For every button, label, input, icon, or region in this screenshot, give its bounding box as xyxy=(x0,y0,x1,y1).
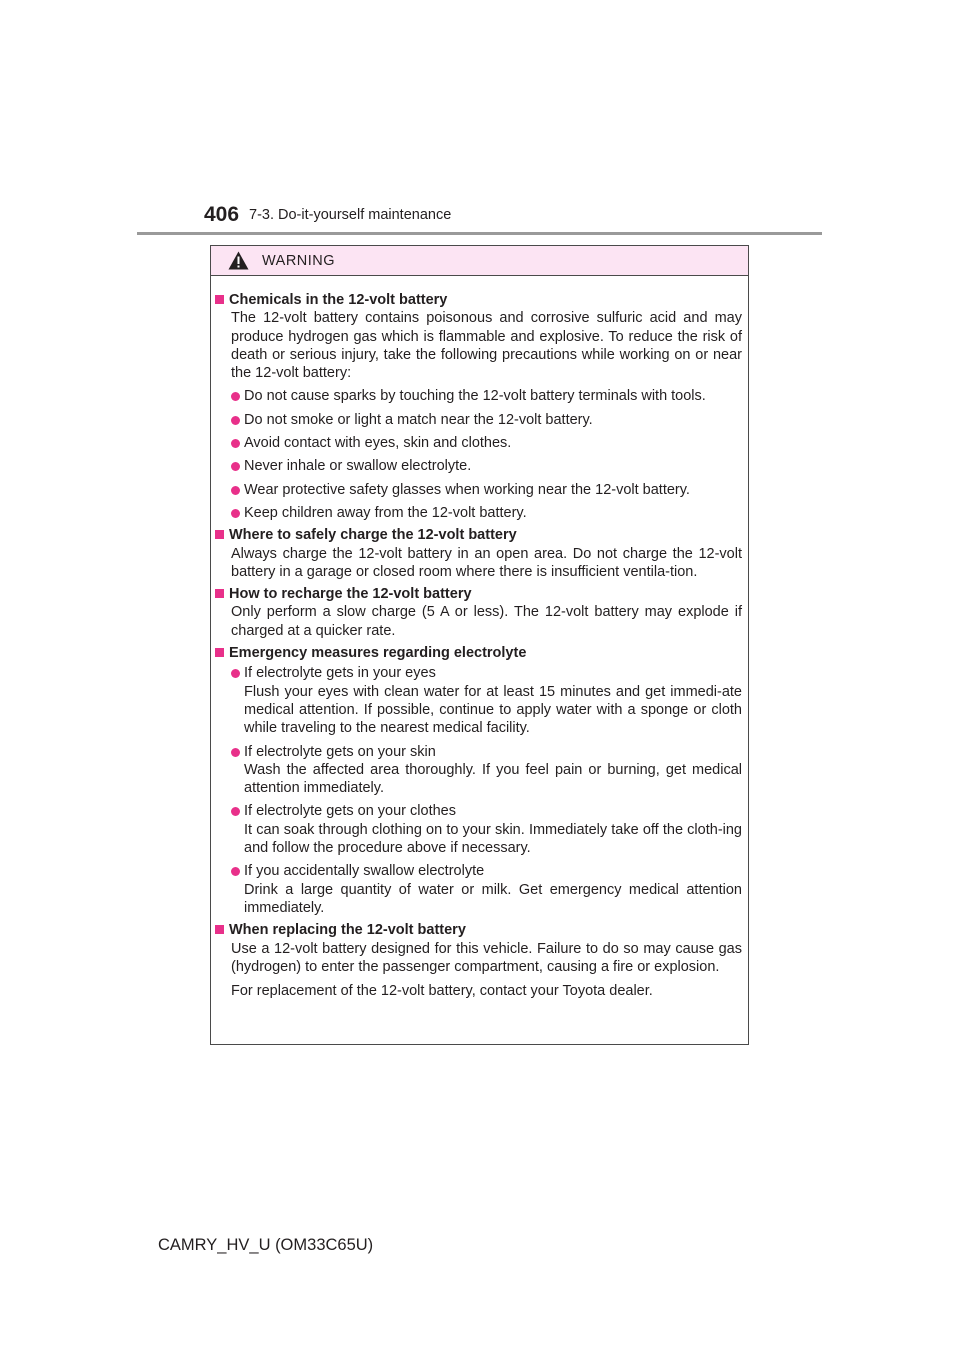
round-bullet-icon xyxy=(231,486,240,495)
section-heading: Where to safely charge the 12-volt battery xyxy=(215,526,742,544)
list-item xyxy=(215,743,742,798)
list-item xyxy=(215,862,742,917)
section-heading: Emergency measures regarding electrolyte xyxy=(215,644,742,662)
page-number: 406 xyxy=(204,203,240,226)
list-item-text: Wash the affected area thoroughly. If you feel pain or burning, get medical attention immediately. xyxy=(244,761,742,797)
warning-header xyxy=(211,246,748,276)
warning-label: WARNING xyxy=(262,252,336,269)
list-item: Do not smoke or light a match near the 12-volt battery. xyxy=(215,411,742,429)
list-item xyxy=(215,664,742,737)
list-item-text: It can soak through clothing on to your skin. Immediately take off the cloth-ing and follow the procedure above if necessary. xyxy=(244,821,742,857)
square-bullet-icon xyxy=(215,530,224,539)
round-bullet-icon xyxy=(231,509,240,518)
round-bullet-icon xyxy=(231,748,240,757)
round-bullet-icon xyxy=(231,462,240,471)
section-text: The 12-volt battery contains poisonous and corrosive sulfuric acid and may produce hydrogen gas which is flammable and explosive. To reduce the risk of death or serious injury, take the following precautions while working on or near the 12-volt battery: xyxy=(231,310,742,382)
list-item-title: If electrolyte gets on your clothes xyxy=(244,803,456,820)
square-bullet-icon xyxy=(215,648,224,657)
list-item: Wear protective safety glasses when working near the 12-volt battery. xyxy=(215,481,742,499)
list-item-title: If electrolyte gets in your eyes xyxy=(244,665,436,682)
list-item: Do not cause sparks by touching the 12-volt battery terminals with tools. xyxy=(215,387,742,405)
list-item-title: If electrolyte gets on your skin xyxy=(244,743,436,760)
square-bullet-icon xyxy=(215,295,224,304)
section-text: Only perform a slow charge (5 A or less). The 12-volt battery may explode if charged at a quicker rate. xyxy=(231,604,742,639)
list-item-text: Drink a large quantity of water or milk. Get emergency medical attention immediately. xyxy=(244,881,742,916)
list-item-title: If you accidentally swallow electrolyte xyxy=(244,863,485,880)
warning-box xyxy=(210,245,749,1045)
header-rule xyxy=(137,232,822,235)
list-item: Avoid contact with eyes, skin and clothes. xyxy=(215,434,742,452)
section-heading: Chemicals in the 12-volt battery xyxy=(215,291,742,309)
square-bullet-icon xyxy=(215,589,224,598)
round-bullet-icon xyxy=(231,669,240,678)
round-bullet-icon xyxy=(231,416,240,425)
round-bullet-icon xyxy=(231,392,240,401)
section-text: Use a 12-volt battery designed for this vehicle. Failure to do so may cause gas (hydrogen) to enter the passenger compartment, causing a fire or explosion. xyxy=(231,940,742,975)
round-bullet-icon xyxy=(231,807,240,816)
list-item: Never inhale or swallow electrolyte. xyxy=(215,457,742,475)
list-item-text: Flush your eyes with clean water for at least 15 minutes and get immedi-ate medical attention. If possible, continue to apply water with a sponge or cloth while traveling to the nearest medical facility. xyxy=(244,683,742,737)
list-item xyxy=(215,802,742,857)
section-heading: When replacing the 12-volt battery xyxy=(215,921,742,939)
section-title: 7-3. Do-it-yourself maintenance xyxy=(249,207,452,223)
warning-triangle-icon xyxy=(228,251,249,270)
section-text: For replacement of the 12-volt battery, contact your Toyota dealer. xyxy=(231,983,653,1000)
section-heading: How to recharge the 12-volt battery xyxy=(215,585,742,603)
square-bullet-icon xyxy=(215,925,224,934)
section-text: Always charge the 12-volt battery in an open area. Do not charge the 12-volt battery in a garage or closed room where there is insufficient ventila-tion. xyxy=(231,545,742,580)
round-bullet-icon xyxy=(231,867,240,876)
list-item: Keep children away from the 12-volt battery. xyxy=(215,504,742,522)
warning-body xyxy=(211,276,748,1000)
round-bullet-icon xyxy=(231,439,240,448)
footer-model-code: CAMRY_HV_U (OM33C65U) xyxy=(158,1236,374,1254)
